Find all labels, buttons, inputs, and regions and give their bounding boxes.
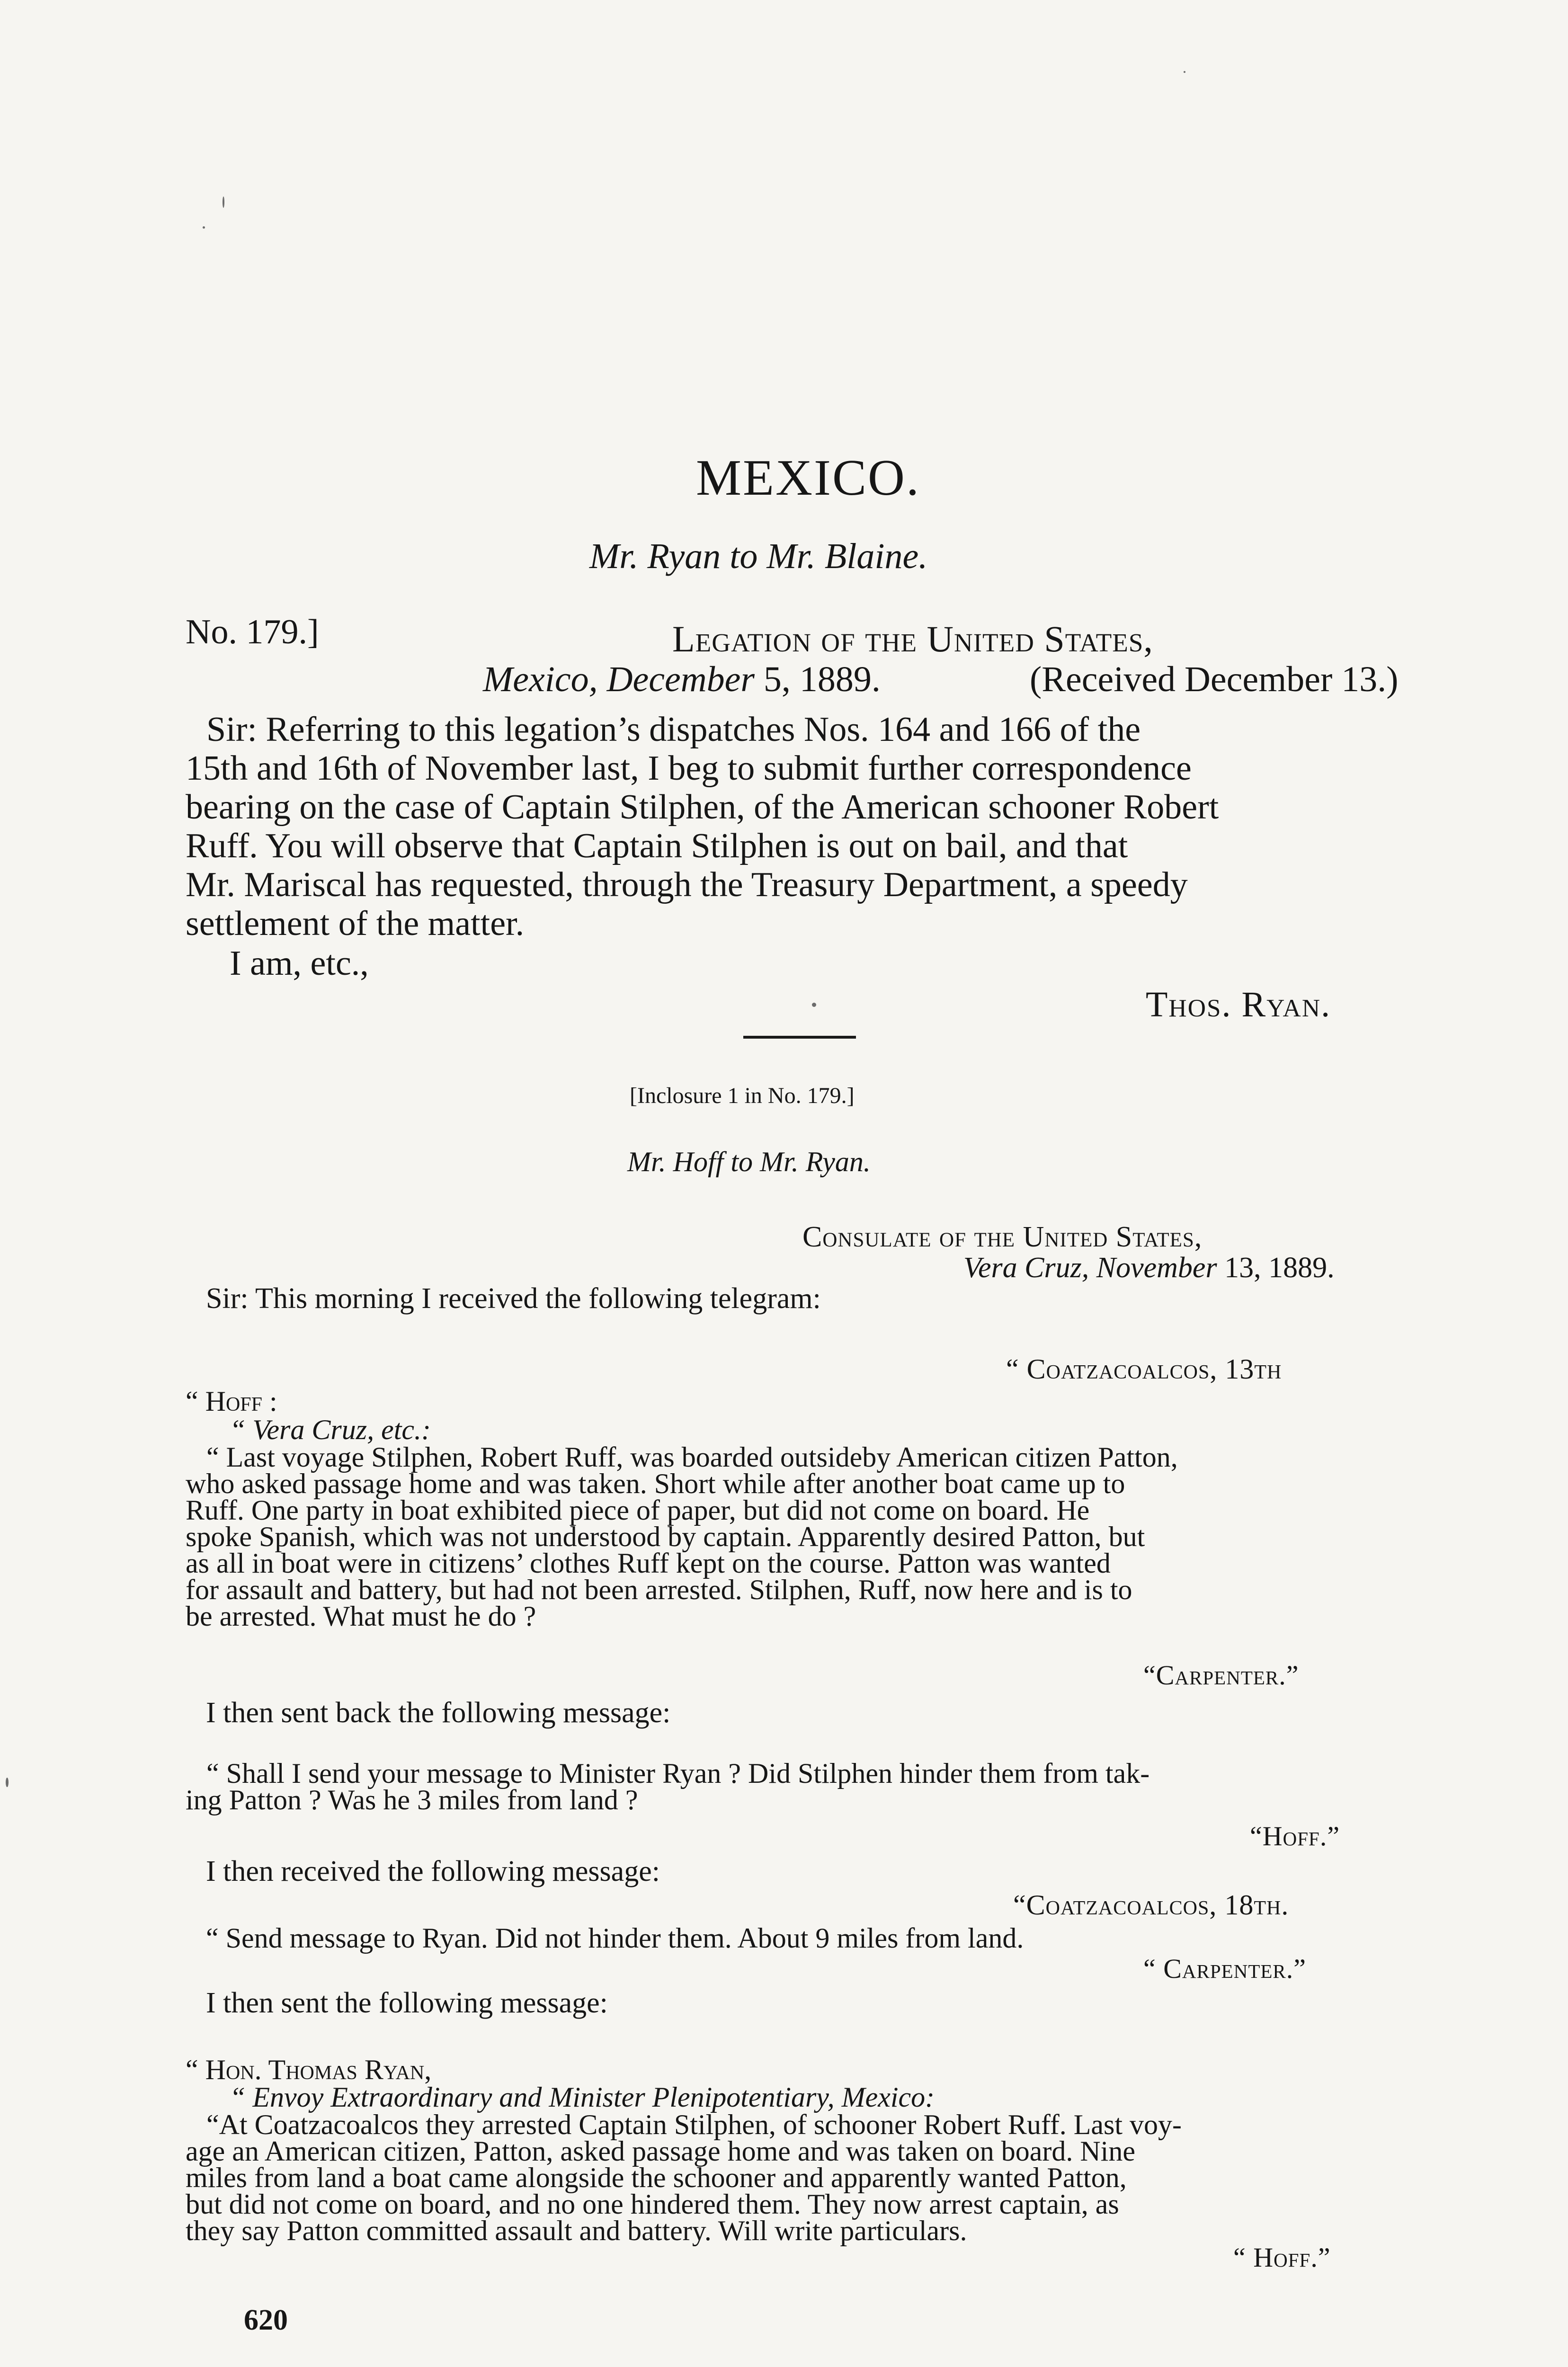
telegram-line: “At Coatzacoalcos they arrested Captain Stilphen, of schooner Robert Ruff. Last voy- [206,2109,1182,2140]
closing: I am, etc., [230,944,369,983]
scan-speck [812,1003,816,1007]
scan-speck [223,196,224,208]
body-line: Mr. Mariscal has requested, through the Treasury Department, a speedy [186,865,1188,904]
dispatch-date-tail: 5, 1889. [763,659,881,699]
telegram-body [186,1442,1419,1632]
telegram-line: be arrested. What must he do ? [186,1601,536,1632]
page-number: 620 [244,2304,288,2336]
dispatch-heading: Mr. Ryan to Mr. Blaine. [589,536,928,576]
telegram-addressee: “ Hon. Thomas Ryan, [186,2054,432,2085]
telegram-line: who asked passage home and was taken. Short while after another boat came up to [186,1468,1125,1499]
telegram-signature: “Carpenter.” [1143,1660,1299,1691]
section-divider [743,1036,856,1039]
dispatch-place: Mexico, [483,659,598,699]
telegram-line: as all in boat were in citizens’ clothes Ruff kept on the course. Patton was wanted [186,1548,1111,1579]
telegram-addressee-place: “ Vera Cruz, etc.: [230,1414,431,1445]
consulate-heading: Consulate of the United States, [802,1221,1203,1253]
scan-speck [203,226,205,229]
received-date: (Received December 13.) [1030,659,1399,699]
dispatch-date: December [606,659,755,699]
inclosure-date-tail: 13, 1889. [1224,1252,1335,1284]
telegram-line: for assault and battery, but had not been arrested. Stilphen, Ruff, now here and is to [186,1574,1132,1605]
telegram-line: spoke Spanish, which was not understood by captain. Apparently desired Patton, but [186,1521,1145,1552]
dispatch-dateline [483,660,881,698]
reply-line: ing Patton ? Was he 3 miles from land ? [186,1784,638,1815]
body-line: settlement of the matter. [186,904,525,943]
body-line: Sir: Referring to this legation’s dispatches Nos. 164 and 166 of the [206,710,1141,749]
narrative-line: I then sent the following message: [206,1987,608,2019]
body-line: Ruff. You will observe that Captain Stilphen is out on bail, and that [186,827,1128,865]
telegram-line: age an American citizen, Patton, asked passage home and was taken on board. Nine [186,2136,1135,2167]
inclosure-heading: Mr. Hoff to Mr. Ryan. [627,1146,871,1177]
dispatch-body [186,710,1419,943]
telegram-place: “Coatzacoalcos, 18th. [1013,1889,1289,1921]
telegram-addressee-title: “ Envoy Extraordinary and Minister Plenipotentiary, Mexico: [230,2082,935,2113]
body-line: 15th and 16th of November last, I beg to submit further correspondence [186,749,1192,788]
telegram-addressee: “ Hoff : [186,1386,277,1417]
dispatch-signature: Thos. Ryan. [1146,985,1331,1024]
legation-heading: Legation of the United States, [672,618,1153,659]
telegram-place: “ Coatzacoalcos, 13th [1006,1353,1282,1385]
telegram-line: they say Patton committed assault and battery. Will write particulars. [186,2215,967,2246]
narrative-line: I then received the following message: [206,1855,660,1887]
telegram-line: “ Send message to Ryan. Did not hinder them. About 9 miles from land. [206,1922,1024,1954]
body-line: bearing on the case of Captain Stilphen, of the American schooner Robert [186,788,1219,827]
telegram-signature: “ Carpenter.” [1143,1953,1307,1984]
scan-speck [1184,71,1185,73]
telegram-signature: “ Hoff.” [1233,2242,1331,2273]
page-title: MEXICO. [696,450,920,506]
inclosure-place: Vera Cruz, November [963,1252,1217,1284]
narrative-line: I then sent back the following message: [206,1697,671,1729]
telegram-body [186,2111,1419,2244]
inclosure-intro: Sir: This morning I received the following telegram: [206,1282,821,1315]
reply-line: “ Shall I send your message to Minister Ryan ? Did Stilphen hinder them from tak- [206,1758,1150,1789]
telegram-line: “ Last voyage Stilphen, Robert Ruff, was boarded outsideby American citizen Patton, [206,1442,1178,1473]
reply-signature: “Hoff.” [1250,1821,1340,1851]
telegram-line: Ruff. One party in boat exhibited piece of paper, but did not come on board. He [186,1495,1090,1526]
reply-body [186,1760,1419,1813]
dispatch-number: No. 179.] [186,613,319,651]
telegram-line: but did not come on board, and no one hindered them. They now arrest captain, as [186,2189,1119,2220]
inclosure-label: [Inclosure 1 in No. 179.] [630,1083,855,1108]
scan-speck [6,1778,9,1787]
telegram-line: miles from land a boat came alongside the schooner and apparently wanted Patton, [186,2162,1127,2193]
inclosure-dateline [963,1252,1335,1283]
